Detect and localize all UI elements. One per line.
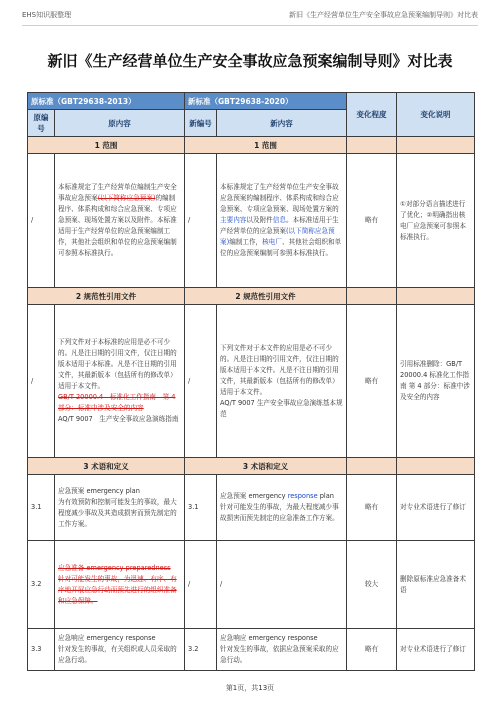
- old-number: /: [28, 154, 55, 288]
- change-description: 对专业术语进行了修订: [397, 629, 475, 671]
- section-references-new: 2 规范性引用文件: [185, 288, 347, 305]
- old-content: 应急预案 emergency plan 为有效预防和控制可能发生的事故，最大程度减少事故及其造成损害而预先制定的工作方案。: [55, 475, 185, 541]
- old-content-header: 原内容: [55, 110, 185, 137]
- change-description: 引用标准删除：GB/T 20000.4 标准化工作指南 第 4 部分：标准中涉及安全的内容: [397, 305, 475, 458]
- old-content: [55, 541, 185, 629]
- deleted-text: 针对可能发生的事故，为迅速、有序、有序地开展应急行动而预先进行的组织准备和应急保障。: [58, 574, 177, 605]
- new-number: 3.2: [185, 629, 217, 671]
- old-number: 3.2: [28, 541, 55, 629]
- comparison-table: [27, 92, 475, 671]
- new-content-header: 新内容: [217, 110, 347, 137]
- header-right: 新旧《生产经营单位生产安全事故应急预案编制导则》对比表: [289, 11, 478, 19]
- header-left: EHS知识服整理: [22, 11, 72, 19]
- added-text: (以下简称应急预案): [220, 227, 335, 246]
- new-content: 应急预案 emergency response plan 针对可能发生的事故，为最大程度减少事故损害而预先制定的应急准备工作方案。: [217, 475, 347, 541]
- page-header: [22, 8, 478, 26]
- added-text: 主要内容: [220, 216, 247, 224]
- old-content: 下列文件对于本标准的应用是必不可少的。凡是注日期的引用文件，仅注日期的版本适用于本标准。凡是不注日期的引用文件，其最新版本（包括所有的修改单）适用于本文件。 GB/T 20000.4 标准化工作指南 第 4 部分：标准中涉及安全的内容 AQ/T 9007 生产安全事故应急演练指南: [55, 305, 185, 458]
- added-text: response: [287, 492, 318, 500]
- page-title: 新旧《生产经营单位生产安全事故应急预案编制导则》对比表: [47, 52, 453, 70]
- change-degree: 较大: [347, 541, 397, 629]
- added-text: 信息: [272, 216, 286, 224]
- page-number: 第1页，共13页: [225, 684, 275, 692]
- section-scope-old: 1 范围: [28, 137, 185, 154]
- old-content: 本标准规定了生产经营单位编制生产安全事故应急预案(以下简称应急预案)的编制程序、体系构成和综合应急预案、专项应急预案、现场处置方案以及附件。本标准适用于生产经营单位的应急预案编制工作，其他社会组织和单位的应急预案编制可参照本标准执行。: [55, 154, 185, 288]
- new-content: 本标准规定了生产经营单位生产安全事故应急预案的编制程序、体系构成和综合应急预案、专项应急预案、现场处置方案的主要内容以及附件信息。本标准适用于生产经营单位的应急预案(以下简称应急预案)编制工作，核电厂、其他社会组织和单位的应急预案编制可参照本标准执行。: [217, 154, 347, 288]
- new-standard-header: 新标准（GBT29638-2020）: [185, 93, 347, 110]
- new-content: /: [217, 541, 347, 629]
- deleted-text: 应急准备 emergency preparedness: [58, 563, 171, 572]
- change-description: 删除原标准应急准备术语: [397, 541, 475, 629]
- new-number: /: [185, 154, 217, 288]
- section-references-old: 2 规范性引用文件: [28, 288, 185, 305]
- old-number: 3.1: [28, 475, 55, 541]
- change-degree: 略有: [347, 154, 397, 288]
- old-number: /: [28, 305, 55, 458]
- added-text: 核电厂: [262, 238, 282, 246]
- change-degree-header: 变化程度: [347, 93, 397, 137]
- section-terms-new: 3 术语和定义: [185, 458, 347, 475]
- new-number: 3.1: [185, 475, 217, 541]
- change-description: ①对部分语言描述进行了优化；②明确指出核电厂应急预案可参照本标准执行。: [397, 154, 475, 288]
- section-terms-old: 3 术语和定义: [28, 458, 185, 475]
- change-description: 对专业术语进行了修订: [397, 475, 475, 541]
- new-number: /: [185, 305, 217, 458]
- new-number-header: 新编号: [185, 110, 217, 137]
- deleted-text: GB/T 20000.4 标准化工作指南 第 4 部分：标准中涉及安全的内容: [58, 393, 176, 412]
- old-standard-header: 原标准（GBT29638-2013）: [28, 93, 185, 110]
- change-degree: 略有: [347, 305, 397, 458]
- old-number: 3.3: [28, 629, 55, 671]
- new-number: /: [185, 541, 217, 629]
- new-content: 应急响应 emergency response 针对发生的事故，依据应急预案采取的应急行动。: [217, 629, 347, 671]
- change-description-header: 变化说明: [397, 93, 475, 137]
- section-scope-new: 1 范围: [185, 137, 347, 154]
- old-number-header: 原编号: [28, 110, 55, 137]
- new-content: 下列文件对于本文件的应用是必不可少的。凡是注日期的引用文件，仅注日期的版本适用于本文件。凡是不注日期的引用文件，其最新版本（包括所有的修改单）适用于本文件。 AQ/T 9007 生产安全事故应急演练基本规范: [217, 305, 347, 458]
- change-degree: 略有: [347, 475, 397, 541]
- deleted-text: (以下简称应急预案): [97, 194, 156, 202]
- old-content: 应急响应 emergency response 针对发生的事故，有关组织或人员采取的应急行动。: [55, 629, 185, 671]
- change-degree: 略有: [347, 629, 397, 671]
